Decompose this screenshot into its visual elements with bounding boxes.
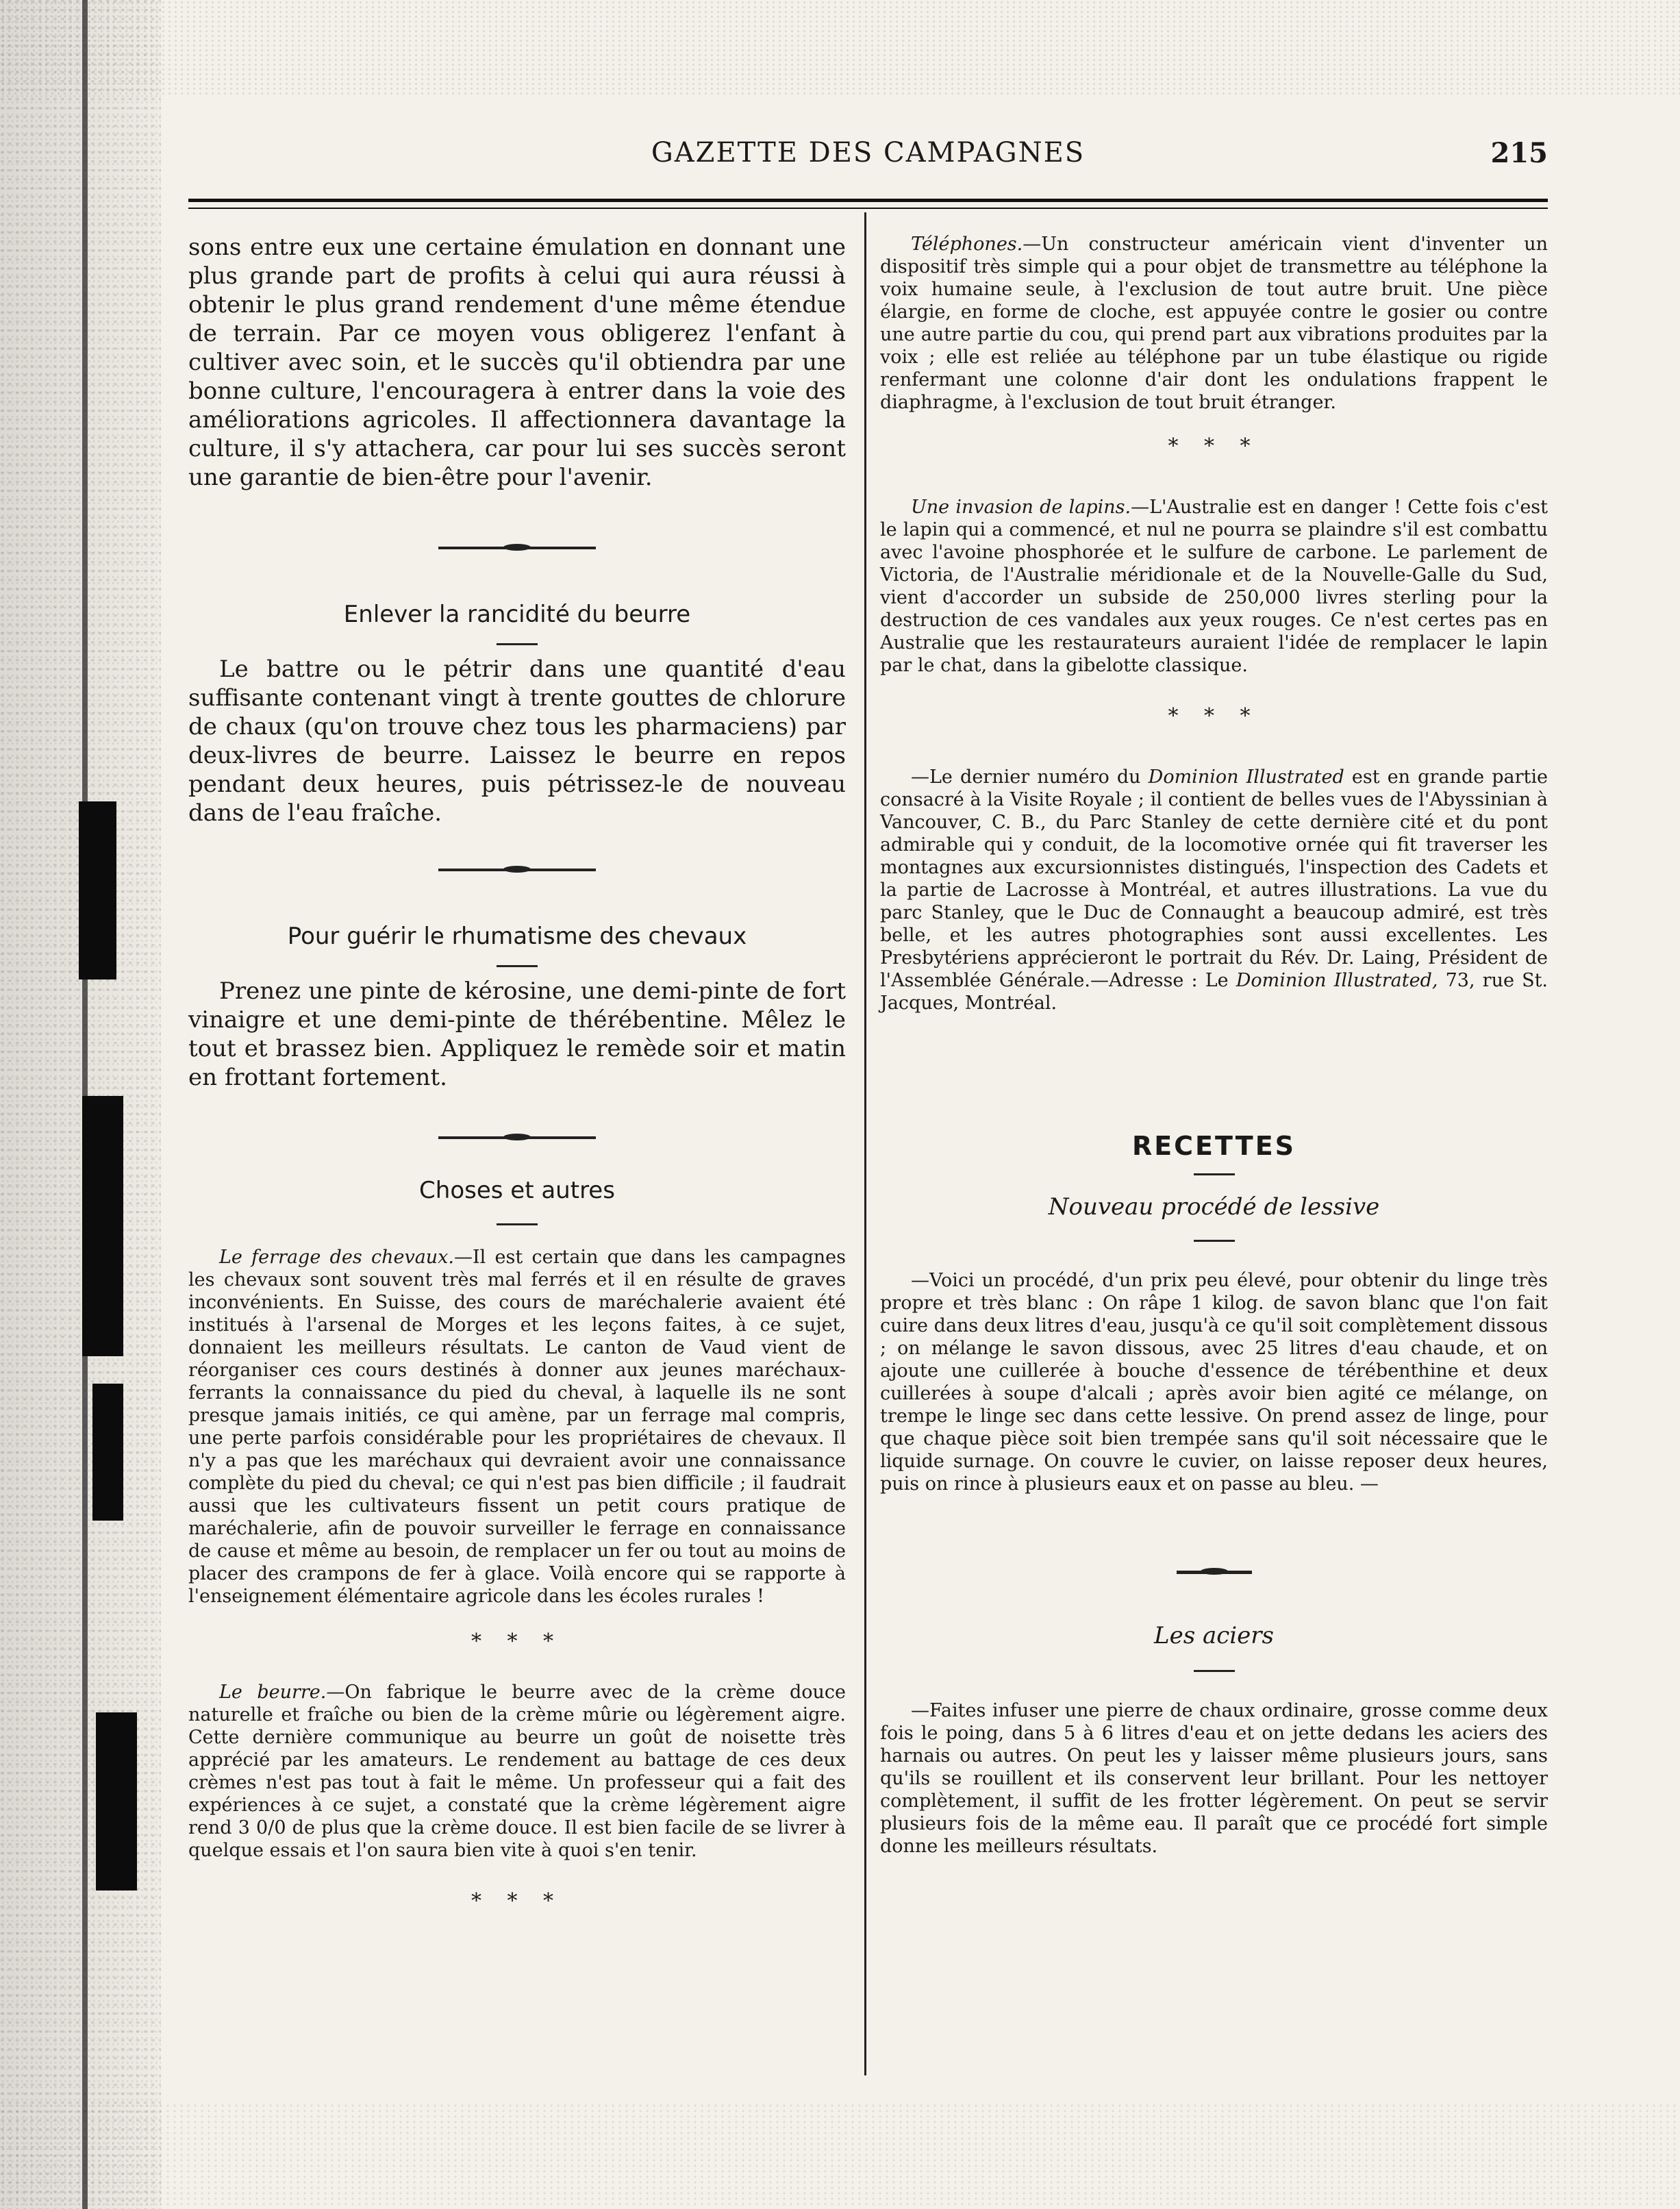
article-title-beurre: Enlever la rancidité du beurre <box>343 601 691 628</box>
article-label-telephones: Téléphones. <box>911 234 1023 255</box>
article-text-beurre-creme: —On fabrique le beurre avec de la crème douce naturelle et fraîche ou bien de la crème mûrie ou légèrement aigre. Cette dernière communique au beurre un goût de noisette très apprécié par les amateurs. Le rendement au battage de ces deux crèmes n'est pas tout à fait le même. Un professeur qui a fait des expériences à ce sujet, a constaté que la crème légèrement aigre rend 3 0/0 de plus que la crème douce. Il est bien facile de se livrer à quelque essais et l'on saura bien vite à quoi s'en tenir. <box>188 1682 846 1861</box>
article-text-beurre: Le battre ou le pétrir dans une quantité d'eau suffisante contenant vingt à trente gouttes de chlorure de chaux (qu'on trouve chez tous les pharmaciens) par deux-livres de beurre. Laissez le beurre en repos pendant deux heures, puis pétrissez-le de nouveau dans de l'eau fraîche. <box>188 656 846 827</box>
article-text-lapins: —L'Australie est en danger ! Cette fois c'est le lapin qui a commencé, et nul ne pourra se plaindre s'il est combattu avec l'avoine phosphorée et le sulfure de carbone. Le parlement de Victoria, de l'Australie méridionale et de la Nouvelle-Galle du Sud, vient d'accorder un subside de 250,000 livres sterling pour la destruction de ces vandales aux yeux rouges. Ce n'est certes pas en Australie que les restaurateurs auraient l'idée de remplacer le lapin par le chat, dans la gibelotte classique. <box>880 497 1549 676</box>
dominion-text-c: 73, rue St. Jacques, Montréal. <box>880 970 1549 1014</box>
section-stars: * * * <box>471 1630 564 1653</box>
section-stars: * * * <box>1168 434 1260 458</box>
article-text-ferrage: —Il est certain que dans les campagnes les chevaux sont souvent très mal ferrés et il en résulte de graves inconvénients. En Suisse, des cours de maréchalerie avaient été institués à l'arsenal de Morges et les leçons faites, à ce sujet, donnaient les meilleurs résultats. Le canton de Vaud vient de réorganiser ces cours destinés à donner aux jeunes maréchaux-ferrants la connaissance du pied du cheval, à laquelle ils ne sont presque jamais initiés, ce qui amène, par un ferrage mal compris, une perte parfois considérable pour les propriétaires de chevaux. Il n'y a pas que les maréchaux qui devraient avoir une connaissance complète du pied du cheval; ce qui n'est pas bien difficile ; il faudrait aussi que les cultivateurs fissent un petit cours pratique de maréchalerie, afin de pouvoir surveiller le ferrage en connaissance de cause et même au besoin, de remplacer un fer ou tout au moins de placer des crampons de fer à glace. Voilà encore qui se rapporte à l'enseignement élémentaire agricole dans les écoles rurales ! <box>188 1247 846 1607</box>
article-label-lapins: Une invasion de lapins. <box>911 497 1131 518</box>
article-label-beurre: Le beurre. <box>219 1682 327 1703</box>
title-rule <box>1194 1173 1235 1175</box>
column-divider <box>864 212 866 2075</box>
title-rule <box>497 1223 538 1225</box>
section-title-choses: Choses et autres <box>419 1177 615 1204</box>
dominion-title: Dominion Illustrated <box>1148 766 1344 788</box>
section-stars: * * * <box>1168 704 1260 728</box>
title-rule <box>497 643 538 645</box>
title-rule <box>497 965 538 967</box>
page-header <box>188 137 1548 178</box>
right-column <box>880 233 1548 1858</box>
scan-noise-top <box>0 0 1680 96</box>
title-rule <box>1194 1240 1235 1242</box>
title-rule <box>1194 1670 1235 1672</box>
dominion-text-a: —Le dernier numéro du <box>911 766 1149 788</box>
article-beurre-creme <box>188 1681 846 1862</box>
article-lapins <box>880 496 1548 677</box>
article-telephones <box>880 233 1548 414</box>
left-column <box>188 233 846 1913</box>
dominion-text-b: est en grande partie consacré à la Visite Royale ; il contient de belles vues de l'Abyssinian à Vancouver, C. B., du Parc Stanley de cette dernière cité et du pont admirable qui y conduit, de la locomotive ornée qui fit traverser les montagnes aux excursionnistes distingués, l'inspection des Cadets et la partie de Lacrosse à Montréal, et autres illustrations. La vue du parc Stanley, que le Duc de Connaught a beaucoup admiré, est très belle, et les autres photographies sont aussi excellentes. Les Presbytériens apprécieront le portrait du Rév. Dr. Laing, Président de l'Assemblée Générale.—Adresse : Le <box>880 766 1548 991</box>
ornamental-divider <box>438 547 596 549</box>
ornamental-divider <box>1177 1571 1252 1574</box>
article-label-ferrage: Le ferrage des chevaux. <box>219 1247 454 1268</box>
article-text-aciers: —Faites infuser une pierre de chaux ordinaire, grosse comme deux fois le poing, dans 5 à 6 litres d'eau et on jette dedans les aciers des harnais ou autres. On peut les y laisser même plusieurs jours, sans qu'ils se rouillent et ils conservent leur brillant. Pour les nettoyer complètement, il suffit de les frotter légèrement. On peut se servir plusieurs fois de la même eau. Il paraît que ce procédé fort simple donne les meilleurs résultats. <box>880 1700 1548 1857</box>
ornamental-divider <box>438 869 596 871</box>
page-number: 215 <box>1490 137 1548 169</box>
article-text-rhumatisme: Prenez une pinte de kérosine, une demi-pinte de fort vinaigre et une demi-pinte de thérébentine. Mêlez le tout et brassez bien. Appliquez le remède soir et matin en frottant fortement. <box>188 977 846 1091</box>
article-title-lessive: Nouveau procédé de lessive <box>1048 1193 1380 1221</box>
article-dominion <box>880 766 1548 1014</box>
header-rule <box>188 199 1548 209</box>
section-title-recettes: RECETTES <box>1131 1131 1296 1161</box>
article-title-aciers: Les aciers <box>1154 1622 1274 1649</box>
article-text-telephones: —Un constructeur américain vient d'inventer un dispositif très simple qui a pour objet de transmettre au téléphone la voix humaine seule, à l'exclusion de tout autre bruit. Une pièce élargie, en forme de cloche, est appuyée contre le gosier ou contre une autre partie du cou, qui prend part aux vibrations produites par la voix ; elle est reliée au téléphone par un tube élastique ou rigide renfermant une colonne d'air dont les ondulations frappent le diaphragme, à l'exclusion de tout bruit étranger. <box>880 234 1548 413</box>
torn-edge-2 <box>82 1096 123 1356</box>
ornamental-divider <box>438 1136 596 1139</box>
intro-paragraph: sons entre eux une certaine émulation en donnant une plus grande part de profits à celui qui aura réussi à obtenir le plus grand rendement d'une même étendue de terrain. Par ce moyen vous obligerez l'enfant à cultiver avec soin, et le succès qu'il obtiendra par une bonne culture, l'encouragera à entrer dans la voie des améliorations agricoles. Il affectionnera davantage la culture, il s'y attachera, car pour lui ses succès seront une garantie de bien-être pour l'avenir. <box>188 234 846 491</box>
article-text-lessive: —Voici un procédé, d'un prix peu élevé, pour obtenir du linge très propre et très blanc : On râpe 1 kilog. de savon blanc que l'on fait cuire dans deux litres d'eau, jusqu'à ce qu'il soit complètement dissous ; on mélange le savon dissous, avec 25 litres d'eau chaude, et on ajoute une cuillerée à bouche d'essence de térébenthine et deux cuillerées à soupe d'alcali ; après avoir bien agité ce mélange, on trempe le linge sec dans cette lessive. On prend assez de linge, pour que chaque pièce soit bien trempée sans qu'il soit nécessaire que le liquide surnage. On couvre le cuvier, on laisse reposer deux heures, puis on rince à plusieurs eaux et on passe au bleu. — <box>880 1270 1548 1495</box>
torn-edge-1 <box>79 801 116 979</box>
torn-edge-4 <box>96 1712 137 1890</box>
article-title-rhumatisme: Pour guérir le rhumatisme des chevaux <box>287 923 747 950</box>
scan-noise-bottom <box>0 2103 1680 2209</box>
dominion-title-2: Dominion Illustrated, <box>1236 970 1438 991</box>
torn-edge-3 <box>92 1384 123 1521</box>
article-ferrage <box>188 1246 846 1608</box>
section-stars: * * * <box>471 1889 564 1913</box>
journal-title: GAZETTE DES CAMPAGNES <box>651 137 1086 169</box>
